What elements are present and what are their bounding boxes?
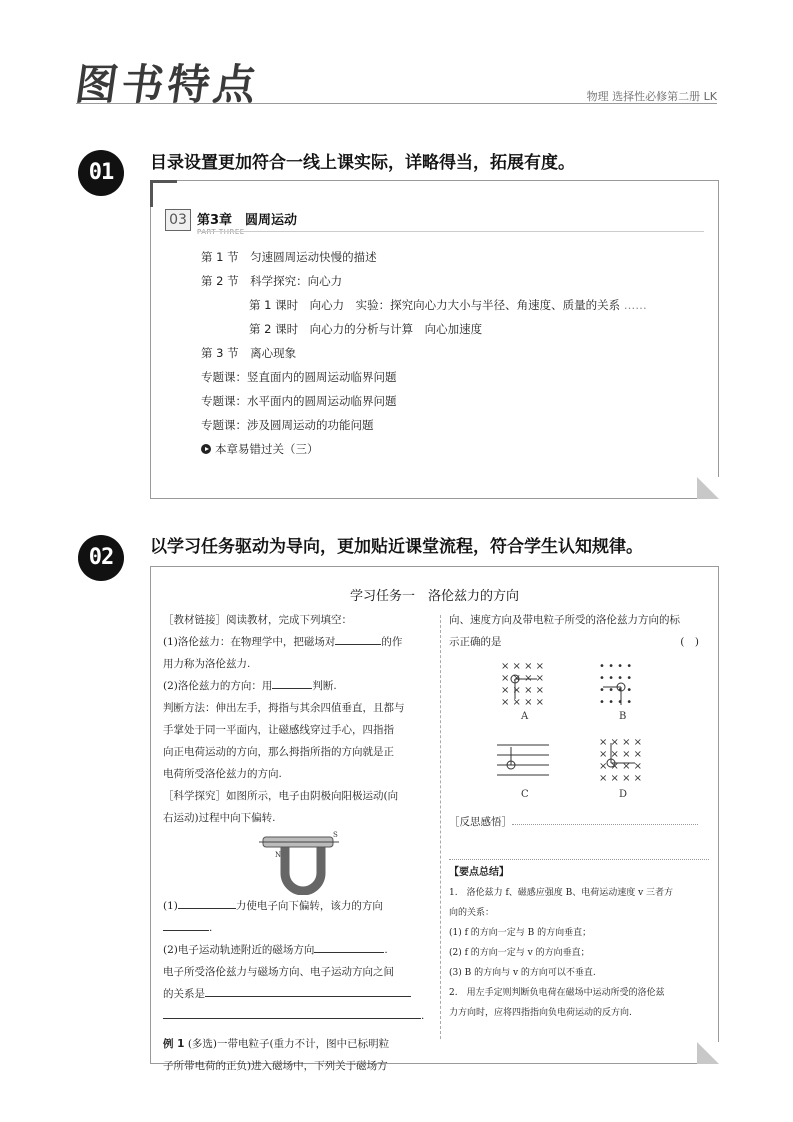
fill-blank[interactable] [163,930,209,931]
option-label-a: A [521,711,529,722]
text-line: 手掌处于同一平面内，让磁感线穿过手心，四指指 [163,724,394,736]
text-segment: (2)洛伦兹力的方向：用 [163,680,273,692]
section1-heading: 目录设置更加符合一线上课实际，详略得当，拓展有度。 [150,153,575,173]
toc-item: 专题课：水平面内的圆周运动临界问题 [201,394,397,408]
chapter-title: 第3章 圆周运动 [197,213,298,228]
toc-dots: …… [623,298,647,312]
fill-blank[interactable] [272,688,312,689]
svg-text:• • • •: • • • • [599,673,633,684]
option-label-c: C [521,789,529,800]
svg-text:N: N [275,851,282,859]
reflection-block [449,811,709,833]
page-fold-icon [697,477,719,499]
text-segment: 力使电子向下偏转，该力的方向 [235,900,383,912]
text-segment: 的关系是 [163,988,205,1000]
left-column [163,609,431,1077]
text-segment: (多选)一带电粒子(重力不计，图中已标明粒 [187,1038,390,1050]
section-badge-01: 01 [78,150,124,196]
toc-item: 第 3 节 离心现象 [201,346,297,360]
text-line: 右运动)过程中向下偏转. [163,812,276,824]
task-card [150,566,719,1072]
svg-text:× × × ×: × × × × [501,673,545,684]
text-line: 子所带电荷的正负)进入磁场中，下列关于磁场方 [163,1060,388,1072]
section-badge-02: 02 [78,535,124,581]
text-segment: 的作 [381,636,403,648]
text-line: 电子所受洛伦兹力与磁场方向、电子运动方向之间 [163,966,394,978]
text-line [163,1005,431,1027]
toc-item-label: 第 1 课时 向心力 实验：探究向心力大小与半径、角速度、质量的关系 [249,298,621,312]
cathode-ray-figure [163,829,431,895]
toc-item [201,441,319,457]
task-title: 学习任务一 洛伦兹力的方向 [349,589,519,604]
chapter-rule [197,231,704,232]
svg-text:• • • •: • • • • [599,697,633,708]
summary-title: 【要点总结】 [449,867,509,878]
page-title: 图书特点 [72,60,264,109]
text-segment: 判断. [312,680,337,692]
text-line: 向正电荷运动的方向，那么拇指所指的方向就是正 [163,746,394,758]
text-line [163,917,431,939]
svg-text:• • • •: • • • • [599,685,633,696]
text-line: 向的关系： [449,908,495,918]
toc-card [150,180,719,499]
options-figure [491,659,651,809]
reflection-label: ［反思感悟］ [449,816,512,828]
reflection-line[interactable] [512,824,698,825]
text-segment: 示正确的是 [449,636,502,648]
text-line: (3) B 的方向与 v 的方向可以不垂直. [449,968,596,978]
toc-item: 第 2 课时 向心力的分析与计算 向心加速度 [249,322,483,336]
svg-text:× × × ×: × × × × [599,737,643,748]
card-corner-mark [150,180,177,207]
fill-blank[interactable] [163,1018,421,1019]
option-label-d: D [619,789,628,800]
text-line: 判断方法：伸出左手，拇指与其余四值垂直，且都与 [163,702,405,714]
fill-blank[interactable] [205,996,411,997]
magnet-tube-illustration [163,829,431,895]
answer-paren[interactable]: ( ) [680,636,699,648]
summary-block [449,863,711,1023]
page-fold-icon [697,1042,719,1064]
text-line: 向、速度方向及带电粒子所受的洛伦兹力方向的标 [449,614,680,626]
toc-item: 第 1 节 匀速圆周运动快慢的描述 [201,250,377,264]
text-line [163,895,431,917]
svg-text:× × × ×: × × × × [599,761,643,772]
text-line: ［科学探究］如图所示，电子由阴极向阳极运动(向 [163,790,399,802]
chapter-part: PART THREE [197,228,245,236]
toc-item: 专题课：涉及圆周运动的功能问题 [201,418,374,432]
text-line [163,1033,431,1055]
header-divider [76,103,717,104]
text-line: 电荷所受洛伦兹力的方向. [163,768,282,780]
svg-text:× × × ×: × × × × [501,685,545,696]
text-segment: . [209,922,213,934]
text-line [163,675,431,697]
svg-text:× × × ×: × × × × [599,749,643,760]
svg-text:• • • •: • • • • [599,661,633,672]
play-icon [201,444,211,454]
fill-blank[interactable] [314,952,384,953]
text-segment: (2)电子运动轨迹附近的磁场方向 [163,944,315,956]
toc-item-label: 本章易错过关（三） [215,442,319,456]
text-line [163,983,431,1005]
example-label: 例 1 [163,1038,185,1050]
text-line: 2. 用左手定则判断负电荷在磁场中运动所受的洛伦兹 [449,988,665,998]
text-line [449,631,709,653]
option-label-b: B [619,711,627,722]
text-line: (2) f 的方向一定与 v 的方向垂直； [449,948,590,958]
svg-text:× × × ×: × × × × [501,697,545,708]
section2-heading: 以学习任务驱动为导向，更加贴近课堂流程，符合学生认知规律。 [150,537,643,557]
text-segment: (1) [163,900,178,912]
text-segment: (1)洛伦兹力：在物理学中，把磁场对 [163,636,336,648]
svg-text:× × × ×: × × × × [599,773,643,784]
book-subtitle: 物理 选择性必修第二册 LK [586,90,717,103]
fill-blank[interactable] [335,644,381,645]
text-line [163,939,431,961]
toc-item: 第 2 节 科学探究：向心力 [201,274,343,288]
text-line: ［教材链接］阅读教材，完成下列填空： [163,614,352,626]
toc-item: 专题课：竖直面内的圆周运动临界问题 [201,370,397,384]
text-line: 1. 洛伦兹力 f、磁感应强度 B、电荷运动速度 v 三者方 [449,888,674,898]
reflection-line [449,859,709,860]
right-column [449,609,709,653]
toc-item [249,297,647,313]
svg-text:S: S [333,831,338,839]
text-line [449,811,709,833]
text-line [163,631,431,653]
column-divider [440,615,441,1039]
svg-text:× × × ×: × × × × [501,661,545,672]
text-line: 力方向时，应将四指指向负电荷运动的反方向. [449,1008,632,1018]
text-line: (1) f 的方向一定与 B 的方向垂直； [449,928,592,938]
chapter-number: 03 [165,209,191,231]
text-segment: . [421,1010,425,1022]
text-segment: . [384,944,388,956]
fill-blank[interactable] [178,908,236,909]
text-line: 用力称为洛伦兹力. [163,658,251,670]
